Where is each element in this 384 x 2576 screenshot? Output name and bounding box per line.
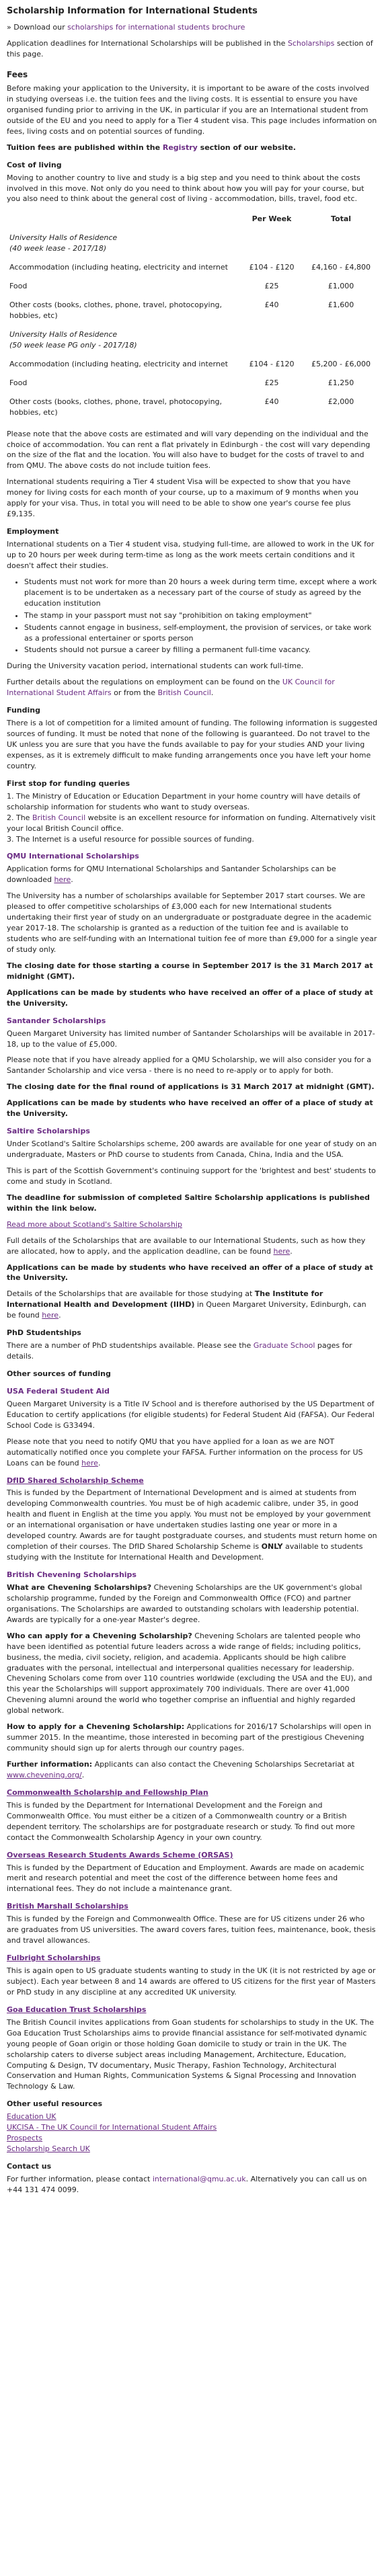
col-total: Total: [330, 214, 352, 224]
santander-heading: Santander Scholarships: [7, 1016, 106, 1025]
list-item: • Students must not work for more than 20 hours a week during term time, except where a work placement is to be undertaken as a necessary part of the course of study as agreed by the education institution: [24, 577, 377, 609]
cost-table-header: [7, 210, 377, 229]
employment-list: [7, 577, 377, 656]
table-row: Accommodation (including heating, electricity and internet £104 - £120 £4,160 - £4,800: [9, 263, 371, 272]
list-item: • Students should not pursue a career by filling a permanent full-time vacancy.: [24, 645, 377, 655]
contact-email-link[interactable]: international@qmu.ac.uk: [152, 2174, 246, 2183]
scholarship-search-link[interactable]: Scholarship Search UK: [7, 2144, 90, 2154]
chevening-link[interactable]: www.chevening.org/: [7, 1770, 82, 1779]
phd-text: There are a number of PhD studentships available. Please see the Graduate School pages for details.: [7, 1341, 352, 1361]
employment-heading: Employment: [7, 527, 59, 536]
registry-link[interactable]: Registry: [162, 143, 198, 152]
resources-heading: Other useful resources: [7, 2099, 102, 2109]
goa-text: The British Council invites applications from Goan students for scholarships to study in the UK. The Goa Education Trust Scholarships aims to provide financial assistance for self-motivated dynamic young people of Goan origin or those holding Goan domicile to study or train in the UK. The scholarship caters to diverse subject areas including Management, Architecture, Education, Computing & Design, TV documentary, Music Therapy, Fashion Technology, Architectural Conservation and Human Rights, Communication Systems & Signal Processing and Innovation Technology & Law.: [7, 2017, 375, 2091]
marshall-text: This is funded by the Foreign and Commonwealth Office. These are for US citizens under 26 who are graduates from US universities. The award covers fares, tuition fees, maintenance, book, thesis and travel allowances.: [7, 1915, 376, 1945]
table-row: Accommodation (including heating, electricity and internet £104 - £120 £5,200 - £6,000: [9, 359, 371, 368]
fees-heading: Fees: [7, 69, 28, 79]
fees-text: Before making your application to the University, it is important to be aware of the costs involved in studying overseas i.e. the tuition fees and the living costs. It is essential to ensure you have organised funding prior to arriving in the UK, in particular if you are an International student from outside of the EU and you need to apply for a Tier 4 student visa. This page includes information on fees, living costs and on potential sources of funding.: [7, 84, 377, 136]
ukcisa-resource-link[interactable]: UKCISA - The UK Council for International Student Affairs: [7, 2123, 217, 2132]
contact-text: For further information, please contact international@qmu.ac.uk. Alternatively you can call us on +44 131 474 0099.: [7, 2174, 367, 2194]
cost-table: [7, 210, 377, 421]
commonwealth-heading: Commonwealth Scholarship and Fellowship Plan: [7, 1787, 208, 1797]
saltire-text: Under Scotland's Saltire Scholarships scheme, 200 awards are available for one year of study on an undergraduate, Masters or PhD course to students from Canada, China, India and the USA.: [7, 1139, 377, 1160]
goa-heading: Goa Education Trust Scholarships: [7, 2005, 147, 2014]
chevening-how: How to apply for a Chevening Scholarship: Applications for 2016/17 Scholarships will open in summer 2015. In the meantime, those interested in becoming part of the prestigious Chevening community should sign up for alerts through our country pages.: [7, 1722, 371, 1753]
fulbright-text: This is again open to US graduate students wanting to study in the UK (it is not restricted by age or subject). Each year between 8 and 14 awards are offered to US citizens for the first year of Masters or PhD study in any discipline at any accredited UK university.: [7, 1966, 376, 1997]
iihd-details: Details of the Scholarships that are available for those studying at The Institute for International Health and Development (IIHD) in Queen Margaret University, Edinburgh, can be found here.: [7, 1289, 367, 1320]
santander-closing: The closing date for the final round of applications is 31 March 2017 at midnight (GMT).: [7, 1082, 375, 1092]
saltire-offer: Applications can be made by students who have received an offer of a place of study at the University.: [7, 1262, 373, 1283]
us-loans-link[interactable]: here: [81, 1458, 98, 1467]
living-text: Moving to another country to live and study is a big step and you need to think about the costs involved in this move. Not only do you need to think about how you will pay for your course, but you also need to think about the general cost of living - accommodation, bills, travel, food etc.: [7, 173, 364, 204]
contact-heading: Contact us: [7, 2162, 52, 2171]
qmu-offer: Applications can be made by students who have received an offer of a place of study at the University.: [7, 988, 373, 1008]
qmu-closing: The closing date for those starting a course in September 2017 is the 31 March 2017 at midnight (GMT).: [7, 961, 373, 981]
table-row: Other costs (books, clothes, phone, travel, photocopying, hobbies, etc) £40 £1,600: [9, 300, 354, 321]
santander-text: Queen Margaret University has limited number of Santander Scholarships will be available in 2017-18, up to the value of £5,000.: [7, 1029, 375, 1049]
table-row: Other costs (books, clothes, phone, travel, photocopying, hobbies, etc) £40 £2,000: [9, 397, 354, 417]
table-row: Food £25 £1,250: [9, 378, 354, 387]
usa-aid-heading: USA Federal Student Aid: [7, 1386, 110, 1396]
chevening-who: Who can apply for a Chevening Scholarship? Chevening Scholars are talented people who have been identified as potential future leaders across a wide range of fields; including politics, business, the media, civil society, religion, and academia. Applicants should be high calibre graduates with the personal, intellectual and interpersonal qualities necessary for leadership. Chevening Scholars come from over 110 countries worldwide (excluding the USA and the EU), and this year the Scholarships will support approximately 700 individuals. There are over 41,000 Chevening alumni around the world who together comprise an influential and highly regarded global network.: [7, 1631, 373, 1716]
qmu-forms-text: Application forms for QMU International Scholarships and Santander Scholarships can be downloaded here.: [7, 864, 336, 885]
marshall-heading: British Marshall Scholarships: [7, 1902, 128, 1911]
education-uk-link[interactable]: Education UK: [7, 2112, 56, 2122]
santander-note: Please note that if you have already applied for a QMU Scholarship, we will also consider you for a Santander Scholarship and vice versa - there is no need to re-apply or to apply for both.: [7, 1055, 371, 1076]
employment-text: International students on a Tier 4 student visa, studying full-time, are allowed to work in the UK for up to 20 hours per week during term-time as long as the work meets certain conditions and it doesn't affect their studies.: [7, 540, 375, 570]
living-heading: Cost of living: [7, 160, 62, 169]
santander-offer: Applications can be made by students who have received an offer of a place of study at the University.: [7, 1098, 373, 1119]
prospects-link[interactable]: Prospects: [7, 2134, 43, 2143]
british-council-link[interactable]: British Council: [32, 813, 86, 822]
first-stop-heading: First stop for funding queries: [7, 778, 130, 788]
living-note: Please note that the above costs are estimated and will vary depending on the individual and the choice of accommodation. You can rent a flat privately in Edinburgh - the cost will vary depending on the size of the flat and the location. You will also have to budget for the costs of travel to and from QMU. The above costs do not include tuition fees.: [7, 429, 371, 471]
saltire-deadline: The deadline for submission of completed Saltire Scholarship applications is published within the link below.: [7, 1193, 370, 1213]
usa-aid-text: Queen Margaret University is a Title IV School and is therefore authorised by the US Department of Education to certify applications (for eligible students) for Federal Student Aid (FAFSA). Our Federal School Code is G33494.: [7, 1399, 375, 1430]
qmu-forms-link[interactable]: here: [54, 875, 71, 885]
chevening-further: Further information: Applicants can also contact the Chevening Scholarships Secretariat at www.chevening.org/.: [7, 1760, 355, 1779]
other-funding-heading: Other sources of funding: [7, 1369, 111, 1379]
scholarships-link[interactable]: Scholarships: [287, 38, 335, 48]
phd-heading: PhD Studentships: [7, 1328, 81, 1338]
chevening-heading: British Chevening Scholarships: [7, 1570, 137, 1580]
funding-text: There is a lot of competition for a limited amount of funding. The following information is suggested sources of funding. It must be noted that none of the following is guaranteed. Do not travel to the UK unless you are sure that you have the funds available to pay for your studies AND your living expenses, as it is extremely difficult to make funding arrangements once you have left your home country.: [7, 719, 377, 770]
vacation-note: During the University vacation period, international students can work full-time.: [7, 661, 304, 671]
saltire-heading: Saltire Scholarships: [7, 1127, 90, 1136]
graduate-school-link[interactable]: Graduate School: [253, 1341, 315, 1351]
page-title: Scholarship Information for International Students: [7, 6, 258, 16]
saltire-read-more: [7, 1219, 377, 1230]
brochure-line: » Download our scholarships for international students brochure: [7, 22, 245, 32]
list-item: • The stamp in your passport must not say "prohibition on taking employment": [24, 610, 377, 621]
tuition-note: Tuition fees are published within the Registry section of our website.: [7, 143, 296, 152]
resources-list: [7, 2111, 377, 2155]
iihd-link[interactable]: here: [42, 1311, 59, 1320]
saltire-details: Full details of the Scholarships that are available to our International Students, such as how they are allocated, how to apply, and the application deadline, can be found here.: [7, 1236, 366, 1256]
qmu-text: The University has a number of scholarships available for September 2017 start courses. We are pleased to offer competitive scholarships of £3,000 each for new International students undertaking their first year of study on an undergraduate or postgraduate degree in the academic year 2017-18. The scholarship is granted as a reduction of the tuition fee and is available to students who are self-funding with an International tuition fee of more than £9,000 for a single year of study only.: [7, 891, 377, 954]
dfid-text: This is funded by the Department of International Development and is aimed at students from developing Commonwealth countries. You must be of high academic calibre, under 35, in good health and fluent in English at the time you apply. You must not be employed by your government or an international organisation or have undertaken studies lasting one year or more in a developed country. Awards are for taught postgraduate courses, and students must return home on completion of their courses. The DfID Shared Scholarship Scheme is ONLY available to students studying with the Institute for International Health and Development.: [7, 1488, 377, 1562]
visa-note: International students requiring a Tier 4 student Visa will be expected to show that you have money for living costs for each month of your course, up to a maximum of 9 months when you apply for your visa. Thus, in total you will need to be able to show one year's course fee plus £9,135.: [7, 477, 359, 519]
group-row: University Halls of Residence (50 week lease PG only - 2017/18): [9, 329, 137, 350]
funding-queries: 1. The Ministry of Education or Education Department in your home country will have details of scholarship information for students who want to study overseas. 2. The British Council website is an excellent resource for information on funding. Alternatively visit your local British Council office. 3. The Internet is a useful resource for possible sources of funding.: [7, 791, 376, 844]
intro-text: Application deadlines for International Scholarships will be published in the Scholarships section of this page.: [7, 38, 373, 58]
group-row: University Halls of Residence (40 week lease - 2017/18): [9, 233, 118, 253]
saltire-details-link[interactable]: here: [273, 1246, 291, 1256]
chevening-what: What are Chevening Scholarships? Chevening Scholarships are the UK government's global scholarship programme, funded by the Foreign and Commonwealth Office (FCO) and partner organisations. The Scholarships are awarded to outstanding scholars with leadership potential. Awards are typically for a one-year Master's degree.: [7, 1582, 362, 1624]
orsas-text: This is funded by the Department of Education and Employment. Awards are made on academic merit and research potential and meet the cost of the difference between home fees and international fees. They do not include a maintenance grant.: [7, 1863, 364, 1894]
col-per-week: Per Week: [252, 214, 292, 224]
orsas-heading: Overseas Research Students Awards Scheme (ORSAS): [7, 1850, 233, 1859]
table-row: Food £25 £1,000: [9, 282, 354, 291]
funding-heading: Funding: [7, 706, 40, 715]
saltire-link[interactable]: Read more about Scotland's Saltire Scholarship: [7, 1219, 182, 1229]
employment-details: Further details about the regulations on employment can be found on the UK Council for International Student Affairs or from the British Council.: [7, 678, 335, 698]
brochure-link[interactable]: scholarships for international students brochure: [67, 22, 245, 32]
list-item: • Students cannot engage in business, self-employment, the provision of services, or take work as a professional entertainer or sports person: [24, 622, 377, 644]
ukcisa-link[interactable]: UK Council for International Student Affairs: [7, 678, 335, 698]
usa-aid-note: Please note that you need to notify QMU that you have applied for a loan as we are NOT automatically notified once you complete your FAFSA. Further information on the process for US Loans can be found here.: [7, 1437, 363, 1467]
dfid-heading: DfID Shared Scholarship Scheme: [7, 1476, 144, 1485]
british-council-link[interactable]: British Council: [157, 688, 211, 698]
fulbright-heading: Fulbright Scholarships: [7, 1954, 101, 1963]
saltire-support: This is part of the Scottish Government's continuing support for the 'brightest and best' students to come and study in Scotland.: [7, 1166, 376, 1186]
qmu-scholarships-heading: QMU International Scholarships: [7, 852, 139, 861]
commonwealth-text: This is funded by the Department for International Development and the Foreign and Commonwealth Office. You must either be a citizen of a Commonwealth country or a British dependent territory. The scholarships are for postgraduate research or study. To find out more contact the Commonwealth Scholarship Agency in your own country.: [7, 1800, 355, 1842]
